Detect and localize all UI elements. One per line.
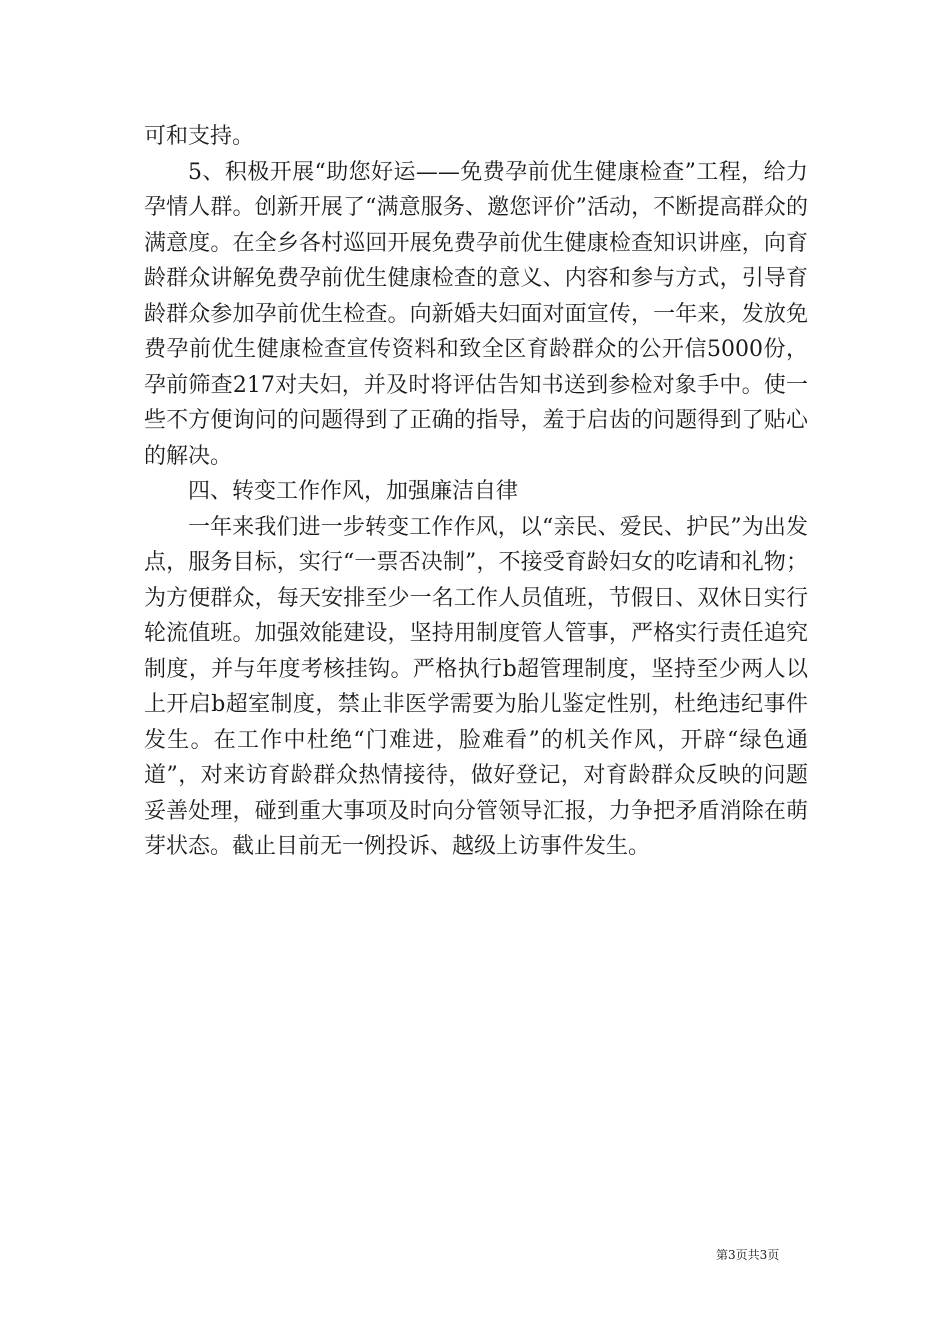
page-number: 第3页共3页 bbox=[716, 1248, 780, 1262]
paragraph-continuation: 可和支持。 bbox=[144, 124, 255, 149]
document-body bbox=[144, 119, 808, 865]
paragraph-work-style: 一年来我们进一步转变工作作风，以“亲民、爱民、护民”为出发点，服务目标，实行“一票否决制”，不接受育龄妇女的吃请和礼物；为方便群众，每天安排至少一名工作人员值班，节假日、双休日实行轮流值班。加强效能建设，坚持用制度管人管事，严格实行责任追究制度，并与年度考核挂钩。严格执行b超管理制度，坚持至少两人以上开启b超室制度，禁止非医学需要为胎儿鉴定性别，杜绝违纪事件发生。在工作中杜绝“门难进，脸难看”的机关作风，开辟“绿色通道”，对来访育龄群众热情接待，做好登记，对育龄群众反映的问题妥善处理，碰到重大事项及时向分管领导汇报，力争把矛盾消除在萌芽状态。截止目前无一例投诉、越级上访事件发生。 bbox=[144, 514, 808, 859]
paragraph-item-5: 5、积极开展“助您好运——免费孕前优生健康检查”工程，给力孕情人群。创新开展了“满意服务、邀您评价”活动，不断提高群众的满意度。在全乡各村巡回开展免费孕前优生健康检查知识讲座，向育龄群众讲解免费孕前优生健康检查的意义、内容和参与方式，引导育龄群众参加孕前优生检查。向新婚夫妇面对面宣传，一年来，发放免费孕前优生健康检查宣传资料和致全区育龄群众的公开信5000份，孕前筛查217对夫妇，并及时将评估告知书送到参检对象手中。使一些不方便询问的问题得到了正确的指导，羞于启齿的问题得到了贴心的解决。 bbox=[144, 159, 808, 469]
section-heading-4: 四、转变工作作风，加强廉洁自律 bbox=[188, 479, 519, 504]
